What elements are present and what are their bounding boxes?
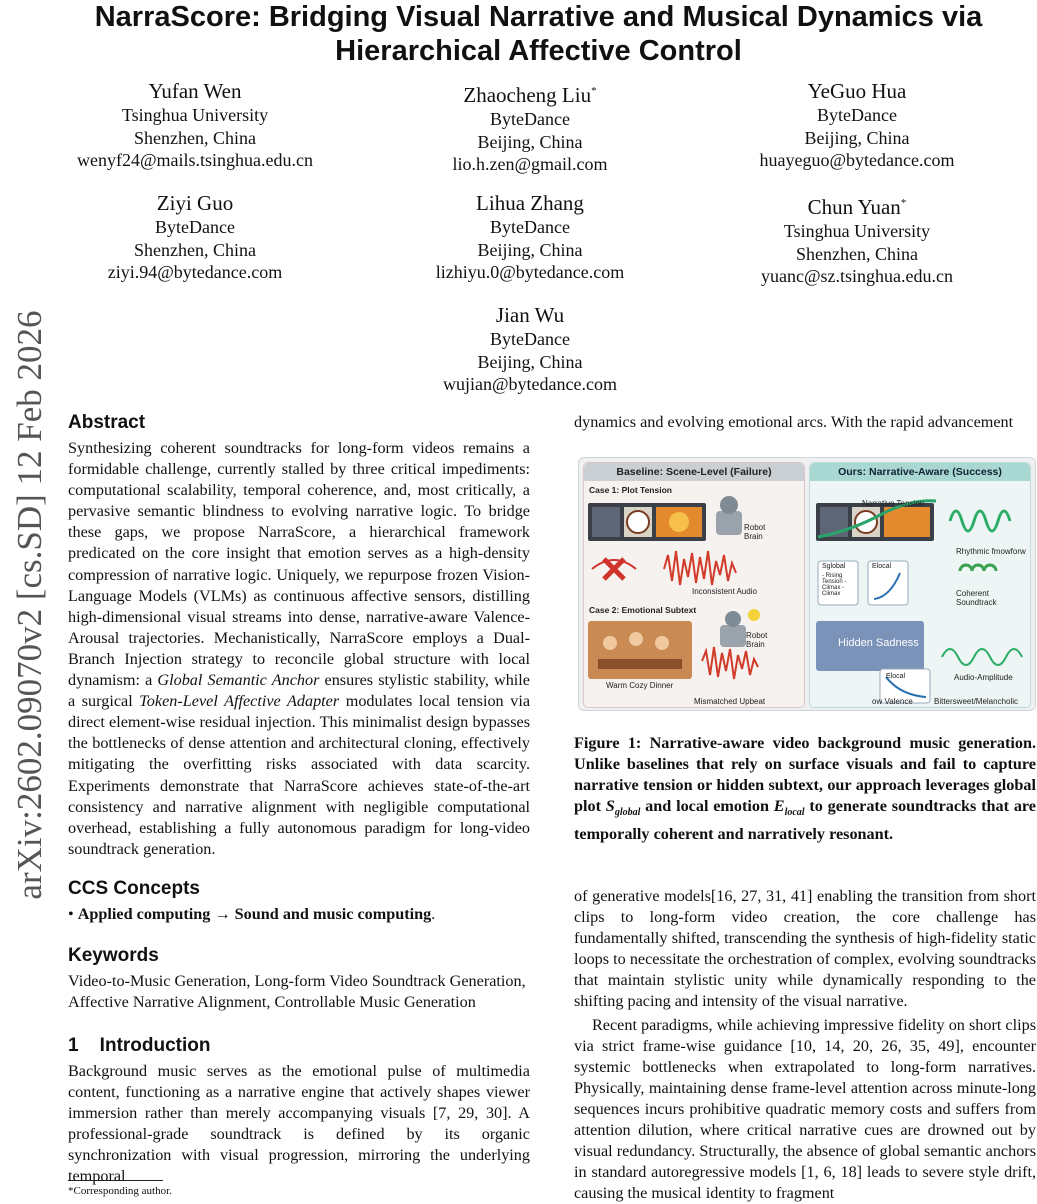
introduction-continued	[574, 886, 1036, 1204]
ours-title: Ours: Narrative-Aware (Success)	[810, 463, 1030, 481]
author-email[interactable]: ziyi.94@bytedance.com	[107, 262, 283, 282]
intro-paragraph-1: of generative models[16, 27, 31, 41] enabling the transition from short clips to long-form video creation, the core challenge has fundamentally shifted, transcending the synthesis of high-fidelity static loops to necessitate the orchestration of complex, evolving soundtracks that maintain stylistic unity while dynamically responding to the shifting pacing and intensity of the visual narrative.	[574, 887, 1036, 1011]
e-local-label: Elocal	[872, 563, 892, 570]
author-affiliation: ByteDance	[490, 217, 570, 237]
author-name: Yufan Wen	[148, 79, 242, 103]
ours-panel	[809, 462, 1031, 708]
author-name: Chun Yuan*	[807, 195, 907, 219]
coherent-soundtrack-label: Coherent Soundtrack	[956, 589, 997, 607]
e-local-label-2: Elocal	[886, 673, 906, 680]
author-4	[40, 190, 350, 284]
author-name: Jian Wu	[495, 303, 565, 327]
paper-title: NarraScore: Bridging Visual Narrative and Musical Dynamics via Hierarchical Affective Control	[94, 1, 983, 67]
footnote: *Corresponding author.	[68, 1185, 172, 1197]
keywords-section	[68, 944, 530, 1013]
author-1	[40, 78, 350, 172]
figure-caption: Figure 1: Narrative-aware video background music generation. Unlike baselines that rely on surface visuals and fail to capture narrative tension or hidden subtext, our approach leverages global plot $S_{global}$ and local emotion $E_{local}$ to generate soundtracks that are temporally coherent and narratively resonant.	[574, 734, 1036, 843]
author-email[interactable]: wenyf24@mails.tsinghua.edu.cn	[76, 150, 314, 170]
case1-label: Case 1: Plot Tension	[589, 485, 672, 495]
inconsistent-audio-label: Inconsistent Audio	[692, 587, 757, 596]
corresponding-mark: *	[900, 197, 907, 209]
ccs-item: • Applied computing → Sound and music computing.	[68, 905, 436, 923]
author-email[interactable]: yuanc@sz.tsinghua.edu.cn	[760, 266, 954, 286]
author-6	[702, 190, 1012, 288]
author-location: Beijing, China	[804, 127, 910, 148]
figure-1	[578, 457, 1036, 711]
ccs-section	[68, 877, 530, 925]
author-email[interactable]: wujian@bytedance.com	[442, 374, 617, 394]
arxiv-identifier: arXiv:2602.09070v2 [cs.SD] 12 Feb 2026	[10, 310, 49, 900]
author-email[interactable]: lio.h.zen@gmail.com	[452, 154, 608, 174]
author-name: Zhaocheng Liu*	[463, 83, 597, 107]
author-5	[375, 190, 685, 284]
abstract-text: Synthesizing coherent soundtracks for long-form videos remains a formidable challenge, currently stalled by three critical impediments: computational scalability, temporal coherence, and, most critically, a pervasive semantic blindness to evolving narrative logic. To bridge these gaps, we propose NarraScore, a hierarchical framework predicated on the core insight that emotion serves as a high-density compression of narrative logic. Uniquely, we repurpose frozen Vision-Language Models (VLMs) as continuous affective sensors, distilling high-dimensional visual streams into dense, narrative-aware Valence-Arousal trajectories. Mechanistically, NarraScore employs a Dual-Branch Injection strategy to reconcile global structure with local dynamism: a Global Semantic Anchor ensures stylistic stability, while a surgical Token-Level Affective Adapter modulates local tension via direct element-wise residual injection. This minimalist design bypasses the bottlenecks of dense attention and architectural cloning, effectively mitigating the overfitting risks associated with data scarcity. Experiments demonstrate that NarraScore achieves state-of-the-art consistency and narrative alignment with negligible computational overhead, establishing a fully autonomous paradigm for long-video soundtrack generation.	[68, 439, 530, 858]
baseline-title: Baseline: Scene-Level (Failure)	[584, 463, 804, 481]
intro-paragraph-2: Recent paradigms, while achieving impressive fidelity on short clips via strict frame-wise guidance [10, 14, 20, 26, 35, 49], encounter systemic bottlenecks when extrapolated to long-form narratives. Physically, maintaining dense frame-level attention across minute-long sequences incurs prohibitive quadratic memory costs and suffers from attention dilution, where critical narrative cues are drowned out by visual redundancy. Structurally, the absence of global semantic anchors in standard autoregressive models [1, 6, 18] leads to severe style drift, causing the musical identity to fragment	[574, 1015, 1036, 1203]
audio-amplitude-label: Audio-Amplitude	[954, 673, 1013, 682]
author-3	[702, 78, 1012, 172]
author-location: Beijing, China	[477, 131, 583, 152]
warm-dinner-label: Warm Cozy Dinner	[606, 681, 674, 690]
author-affiliation: ByteDance	[490, 109, 570, 129]
author-email[interactable]: huayeguo@bytedance.com	[759, 150, 955, 170]
mismatched-upbeat-label: Mismatched Upbeat	[694, 697, 766, 706]
author-location: Shenzhen, China	[134, 127, 256, 148]
robot-brain-label-2: Robot Brain	[746, 631, 768, 649]
keywords-text: Video-to-Music Generation, Long-form Video Soundtrack Generation, Affective Narrative Alignment, Controllable Music Generation	[68, 972, 526, 1012]
author-name: YeGuo Hua	[807, 79, 907, 103]
abstract-section	[68, 411, 530, 860]
author-location: Beijing, China	[477, 239, 583, 260]
author-name: Ziyi Guo	[156, 191, 234, 215]
footnote-rule	[68, 1180, 163, 1181]
author-name: Lihua Zhang	[476, 191, 584, 215]
corresponding-mark: *	[591, 85, 597, 97]
author-7	[375, 302, 685, 396]
baseline-panel	[583, 462, 805, 708]
introduction-section	[68, 1034, 530, 1188]
author-location: Shenzhen, China	[796, 243, 918, 264]
author-affiliation: ByteDance	[817, 105, 897, 125]
right-column-top-line: dynamics and evolving emotional arcs. With the rapid advancement	[574, 413, 1014, 431]
abstract-heading: Abstract	[68, 412, 146, 433]
author-affiliation: Tsinghua University	[783, 221, 931, 241]
author-affiliation: ByteDance	[490, 329, 570, 349]
author-2	[375, 78, 685, 176]
rhythmic-label: Rhythmic fmowforw	[956, 547, 1026, 556]
author-affiliation: Tsinghua University	[121, 105, 269, 125]
narrative-tension-label: Narrative Tension	[862, 499, 925, 508]
author-affiliation: ByteDance	[155, 217, 235, 237]
s-global-label: Sglobal	[822, 563, 846, 570]
low-valence-label: ow Valence	[872, 697, 913, 706]
introduction-heading: 1 Introduction	[68, 1035, 211, 1056]
s-global-items: - Rising Tension - Climax - Climax	[822, 573, 847, 597]
keywords-heading: Keywords	[68, 945, 159, 966]
robot-brain-label: Robot Brain	[744, 523, 766, 541]
introduction-text: Background music serves as the emotional pulse of multimedia content, functioning as a narrative engine that actively shapes viewer immersion rather than merely accompanying visuals [7, 29, 30]. A professional-grade soundtrack is defined by its organic synchronization with visual progression, mirroring the underlying temporal	[68, 1062, 530, 1186]
ccs-heading: CCS Concepts	[68, 878, 200, 899]
bittersweet-label: Bittersweet/Melancholic	[934, 697, 1019, 706]
author-location: Shenzhen, China	[134, 239, 256, 260]
author-location: Beijing, China	[477, 351, 583, 372]
case2-label: Case 2: Emotional Subtext	[589, 605, 697, 615]
author-email[interactable]: lizhiyu.0@bytedance.com	[435, 262, 625, 282]
hidden-sadness-label: Hidden Sadness	[838, 637, 919, 649]
